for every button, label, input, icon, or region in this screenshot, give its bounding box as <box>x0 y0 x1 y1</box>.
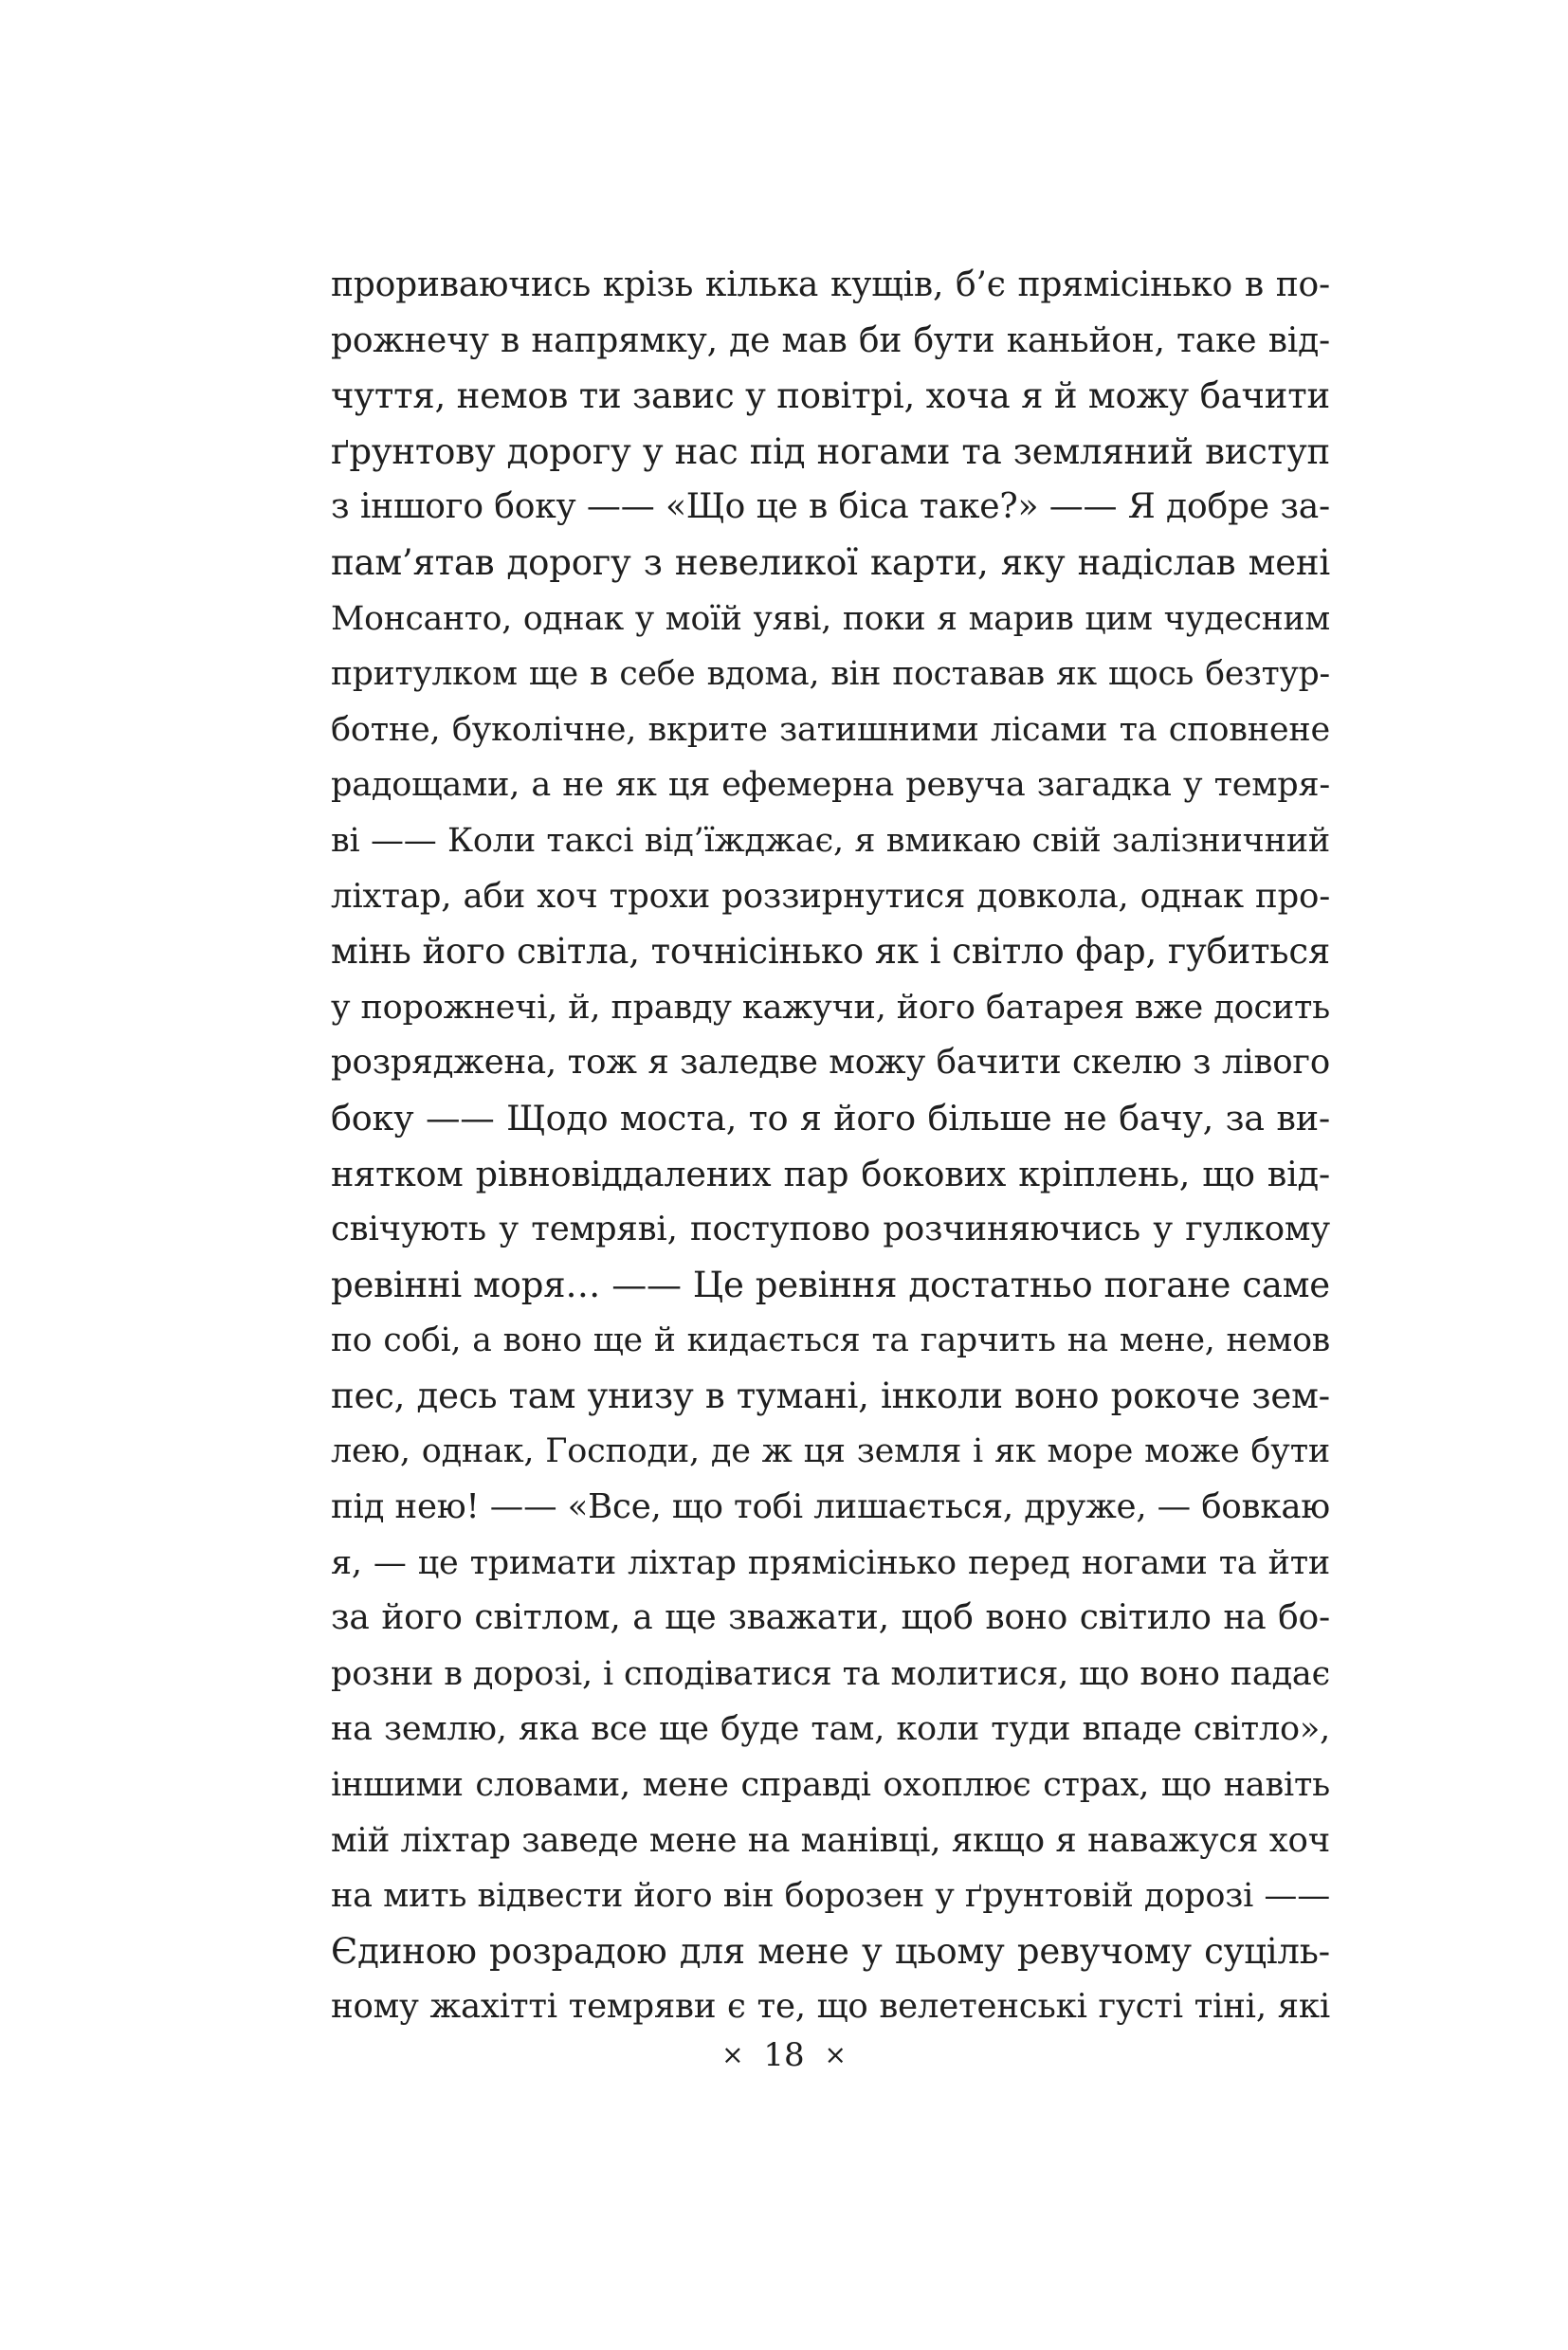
text-line: з іншого боку —— «Що це в біса таке?» —— Я добре за- <box>331 487 1330 527</box>
text-line: ревінні моря… —— Це ревіння достатньо погане саме <box>331 1264 1330 1305</box>
text-line: радощами, а не як ця ефемерна ревуча загадка у темря- <box>331 766 1330 805</box>
text-line: я, — це тримати ліхтар прямісінько перед ногами та йти <box>331 1543 1330 1582</box>
text-line: за його світлом, а ще зважати, щоб воно світило на бо- <box>331 1598 1330 1638</box>
text-line: на землю, яка все ще буде там, коли туди впаде світло», <box>331 1710 1330 1749</box>
text-line: мій ліхтар заведе мене на манівці, якщо я наважуся хоч <box>331 1820 1330 1860</box>
text-line: розни в дорозі, і сподіватися та молитися, що воно падає <box>331 1654 1330 1693</box>
text-line: лею, однак, Господи, де ж ця земля і як море може бути <box>331 1432 1330 1471</box>
folio-left-mark: × <box>721 2039 744 2070</box>
text-line: ліхтар, аби хоч трохи роззирнутися довкола, однак про- <box>331 876 1330 916</box>
text-line: на мить відвести його він борозен у ґрунтовій дорозі —— <box>331 1877 1330 1916</box>
text-line: Єдиною розрадою для мене у цьому ревучому суціль- <box>331 1930 1330 1972</box>
text-line: прориваючись крізь кілька кущів, б’є прямісінько в по- <box>331 265 1330 304</box>
text-line: у порожнечі, й, правду кажучи, його батарея вже досить <box>331 988 1330 1027</box>
text-line: боку —— Щодо моста, то я його більше не бачу, за ви- <box>331 1097 1330 1139</box>
text-line: пес, десь там унизу в тумані, інколи воно рокоче зем- <box>331 1375 1330 1416</box>
text-line: пам’ятав дорогу з невеликої карти, яку надіслав мені <box>331 541 1330 583</box>
text-line: ві —— Коли таксі від’їжджає, я вмикаю свій залізничний <box>331 821 1330 860</box>
text-line: розряджена, тож я заледве можу бачити скелю з лівого <box>331 1043 1330 1083</box>
text-line: ному жахітті темряви є те, що велетенські густі тіні, які <box>331 1987 1330 2027</box>
text-line: чуття, немов ти завис у повітрі, хоча я й можу бачити <box>331 375 1330 417</box>
text-line: мінь його світла, точнісінько як і світло фар, губиться <box>331 931 1330 973</box>
page-number-footer <box>0 2036 1568 2076</box>
text-line: рожнечу в напрямку, де мав би бути каньйон, таке від- <box>331 320 1330 360</box>
text-line: іншими словами, мене справді охоплює страх, що навіть <box>331 1766 1330 1805</box>
text-line: по собі, а воно ще й кидається та гарчить на мене, немов <box>331 1321 1330 1360</box>
text-line: під нею! —— «Все, що тобі лишається, друже, — бовкаю <box>331 1487 1330 1527</box>
folio-right-mark: × <box>824 2039 847 2070</box>
text-line: свічують у темряві, поступово розчиняючись у гулкому <box>331 1210 1330 1249</box>
body-text <box>331 258 1330 2035</box>
text-line: ґрунтову дорогу у нас під ногами та земляний виступ <box>331 430 1330 472</box>
text-line: нятком рівновіддалених пар бокових кріплень, що від- <box>331 1153 1330 1194</box>
page-number: 18 <box>763 2036 805 2074</box>
text-line: ботне, буколічне, вкрите затишними лісами та сповнене <box>331 710 1330 749</box>
text-line: притулком ще в себе вдома, він поставав як щось безтур- <box>331 655 1330 694</box>
text-line: Монсанто, однак у моїй уяві, поки я марив цим чудесним <box>331 599 1330 638</box>
